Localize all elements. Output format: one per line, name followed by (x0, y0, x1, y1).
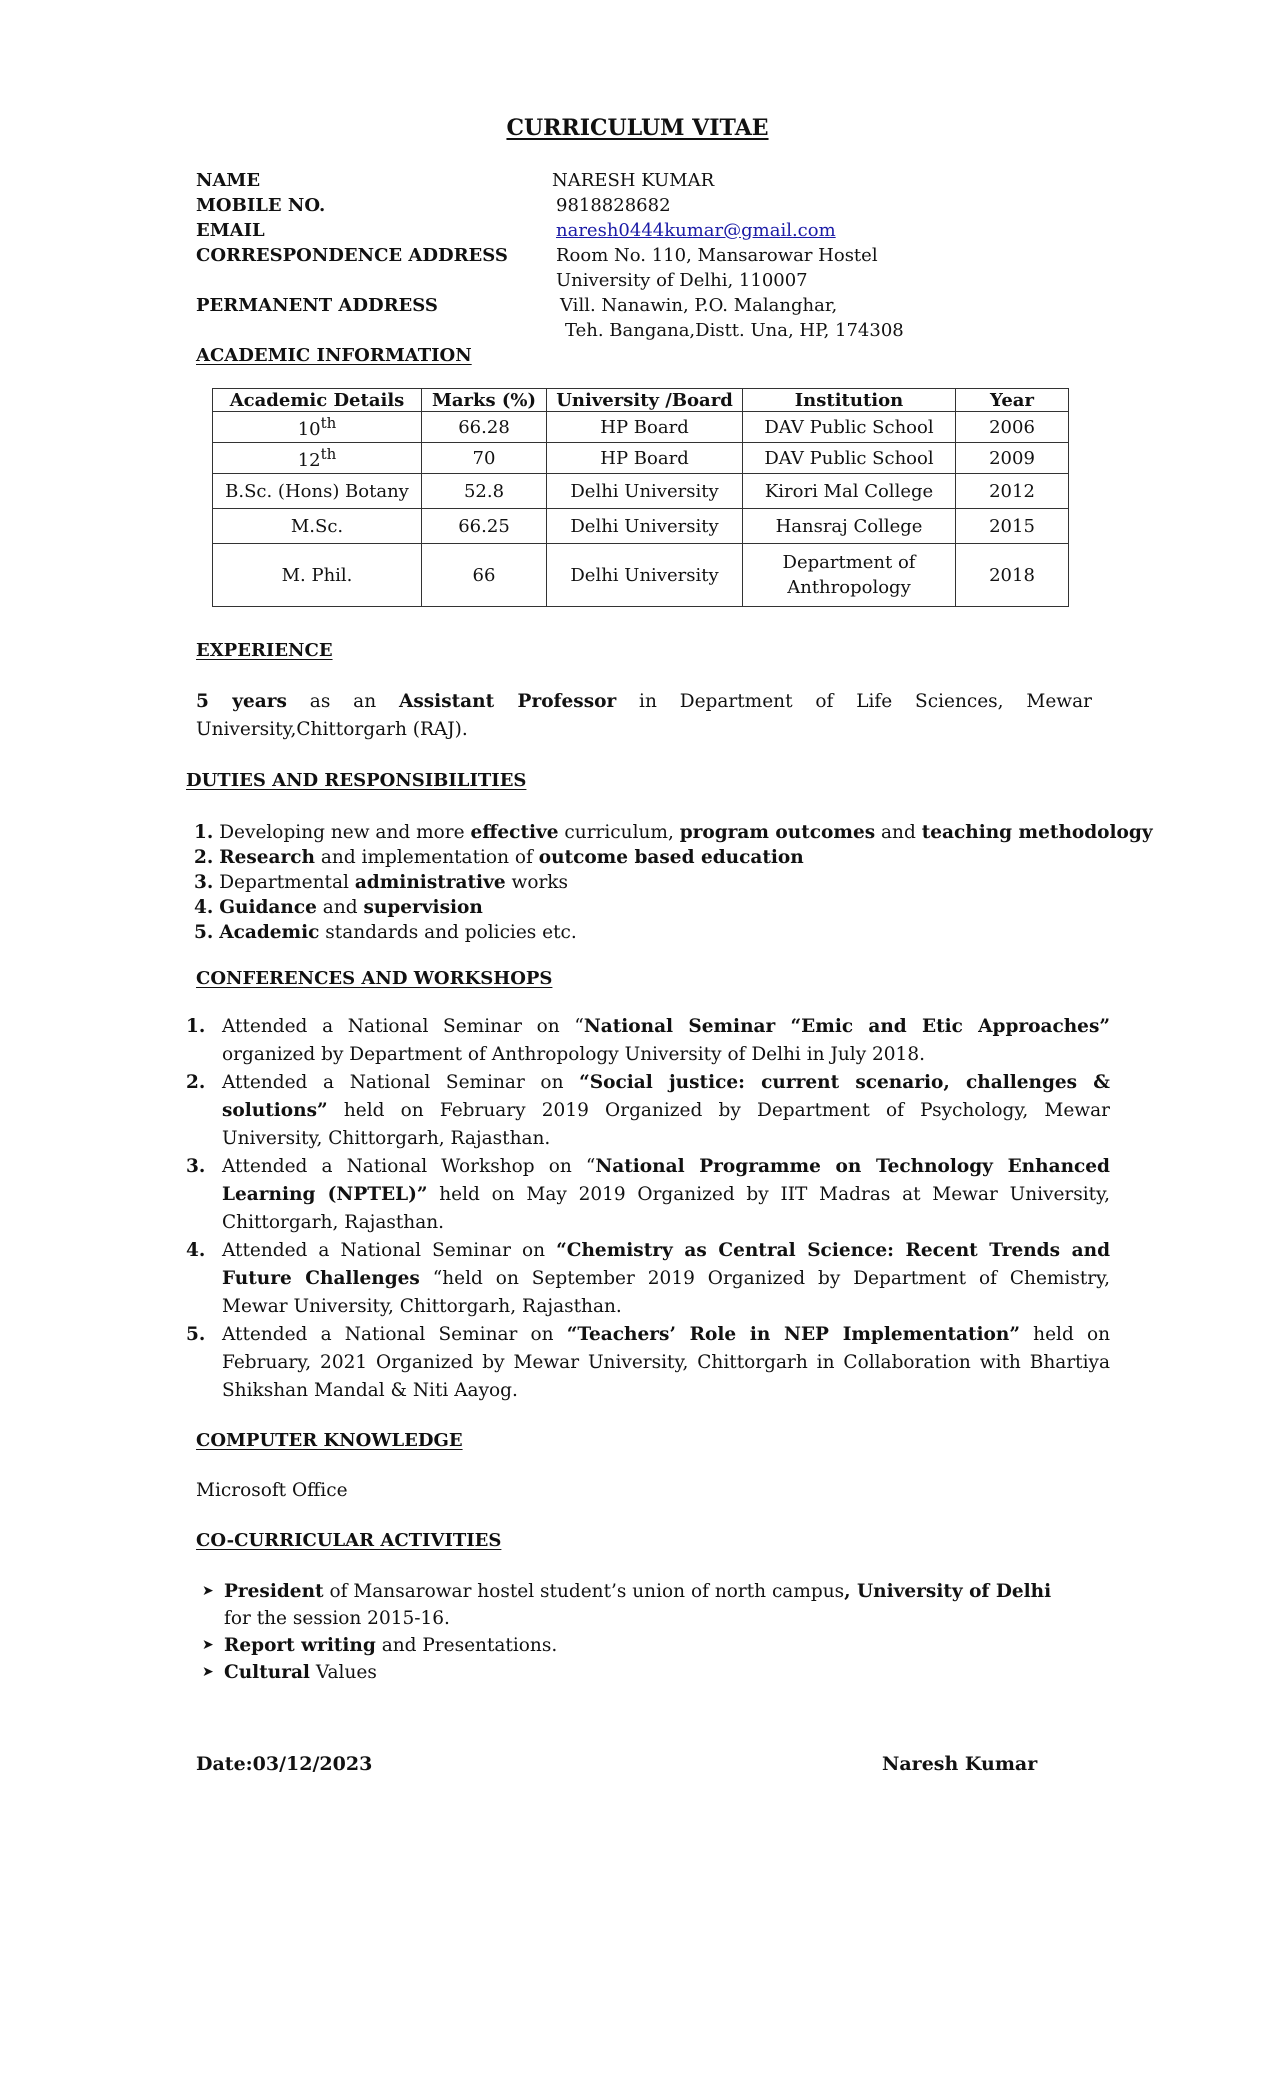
date: Date:03/12/2023 (196, 1753, 373, 1775)
experience-as-an: as an (286, 691, 399, 712)
year-cell: 2018 (956, 544, 1069, 607)
list-item (186, 1013, 1110, 1069)
experience-years: 5 years (196, 691, 287, 712)
arrow-bullet-icon: ➤ (202, 1664, 214, 1680)
conference-text: Attended a National Seminar on (222, 1240, 557, 1261)
signature-name: Naresh Kumar (882, 1753, 1038, 1775)
item-number: 5. (186, 1324, 206, 1345)
header-academic-details: Academic Details (213, 389, 422, 412)
item-number: 3. (186, 1156, 206, 1177)
duties-list (194, 820, 1153, 945)
duties-heading: DUTIES AND RESPONSIBILITIES (186, 770, 527, 791)
activity-text: and Presentations. (375, 1635, 558, 1656)
board-cell: HP Board (547, 412, 743, 443)
experience-role: Assistant Professor (398, 691, 617, 712)
board-cell: Delhi University (547, 544, 743, 607)
correspondence-address-label: CORRESPONDENCE ADDRESS (196, 245, 508, 266)
item-number: 4. (194, 897, 214, 918)
cocurricular-list (202, 1578, 1082, 1686)
list-item (194, 895, 1153, 920)
activity-text: of Mansarowar hostel student’s union of north campus (323, 1581, 845, 1602)
arrow-bullet-icon: ➤ (202, 1637, 214, 1653)
conference-title: National Seminar “Emic and Etic Approaches” (583, 1016, 1110, 1037)
duty-text: curriculum, (558, 822, 680, 843)
academic-detail-cell: M. Phil. (213, 544, 422, 607)
list-item (194, 920, 1153, 945)
experience-heading: EXPERIENCE (196, 640, 333, 661)
year-cell: 2015 (956, 509, 1069, 544)
academic-detail-sup: th (320, 445, 337, 463)
activity-text: for the session 2015-16. (224, 1608, 450, 1629)
conference-text: Attended a National Seminar on (222, 1324, 567, 1345)
duty-text: and implementation of (315, 847, 539, 868)
item-number: 4. (186, 1240, 206, 1261)
conference-title: National Programme on Technology Enhanced Learning (NPTEL)” (222, 1156, 1110, 1205)
permanent-address-line1: Vill. Nanawin, P.O. Malanghar, (560, 295, 838, 316)
board-cell: Delhi University (547, 474, 743, 509)
list-item (194, 870, 1153, 895)
conference-text: held on February 2019 Organized by Department of Psychology, Mewar University, Chittorgarh, Rajasthan. (222, 1100, 1110, 1149)
academic-table-header (213, 389, 1069, 412)
mobile-label: MOBILE NO. (196, 195, 326, 216)
name-value: NARESH KUMAR (552, 170, 715, 191)
duty-emphasis: administrative (354, 872, 506, 893)
correspondence-address-line2: University of Delhi, 110007 (556, 270, 808, 291)
year-cell: 2012 (956, 474, 1069, 509)
item-number: 5. (194, 922, 214, 943)
board-cell: Delhi University (547, 509, 743, 544)
header-year: Year (956, 389, 1069, 412)
duty-text: and (316, 897, 364, 918)
duty-text: Departmental (213, 872, 355, 893)
duty-emphasis: effective (470, 822, 559, 843)
academic-heading: ACADEMIC INFORMATION (196, 345, 472, 366)
list-item (202, 1578, 1082, 1632)
cocurricular-heading: CO-CURRICULAR ACTIVITIES (196, 1530, 502, 1551)
header-institution: Institution (743, 389, 956, 412)
table-row (213, 544, 1069, 607)
activity-emphasis: President (224, 1581, 324, 1602)
duty-text: Developing new and more (213, 822, 471, 843)
marks-cell: 66 (422, 544, 547, 607)
marks-cell: 52.8 (422, 474, 547, 509)
academic-detail: 10 (297, 419, 321, 440)
item-number: 1. (194, 822, 214, 843)
header-university-board: University /Board (547, 389, 743, 412)
conference-text: held on February, 2021 Organized by Mewar University, Chittorgarh in Collaboration with Bhartiya Shikshan Mandal & Niti Aayog. (222, 1324, 1111, 1401)
duty-text: and (875, 822, 922, 843)
duty-emphasis: program outcomes (679, 822, 876, 843)
duty-emphasis: Academic (219, 922, 320, 943)
list-item (194, 845, 1153, 870)
conference-text: Attended a National Seminar on “ (222, 1016, 584, 1037)
conference-text: Attended a National Workshop on “ (222, 1156, 596, 1177)
marks-cell: 70 (422, 443, 547, 474)
list-item (186, 1321, 1110, 1405)
academic-detail-sup: th (320, 414, 337, 432)
institution-cell: Kirori Mal College (743, 474, 956, 509)
computer-knowledge-text: Microsoft Office (196, 1480, 348, 1501)
conference-text: Attended a National Seminar on (222, 1072, 580, 1093)
duty-emphasis: teaching methodology (921, 822, 1153, 843)
permanent-address-label: PERMANENT ADDRESS (196, 295, 438, 316)
duty-emphasis: Research (219, 847, 315, 868)
institution-cell: Department of Anthropology (743, 544, 956, 607)
conference-title: “Chemistry as Central Science: Recent Trends and Future Challenges (222, 1240, 1111, 1289)
list-item (186, 1153, 1110, 1237)
item-number: 3. (194, 872, 214, 893)
conferences-heading: CONFERENCES AND WORKSHOPS (196, 968, 553, 989)
conference-text: held on May 2019 Organized by IIT Madras at Mewar University, Chittorgarh, Rajasthan. (222, 1184, 1110, 1233)
academic-detail: 12 (297, 450, 321, 471)
list-item (186, 1069, 1110, 1153)
marks-cell: 66.25 (422, 509, 547, 544)
email-label: EMAIL (196, 220, 265, 241)
item-number: 2. (186, 1072, 206, 1093)
institution-cell: DAV Public School (743, 412, 956, 443)
activity-text: Values (309, 1662, 377, 1683)
list-item (202, 1659, 1082, 1686)
activity-emphasis: Cultural (224, 1662, 310, 1683)
list-item (202, 1632, 1082, 1659)
duty-emphasis: Guidance (219, 897, 317, 918)
duty-text: works (505, 872, 569, 893)
item-number: 2. (194, 847, 214, 868)
item-number: 1. (186, 1016, 206, 1037)
institution-cell: Hansraj College (743, 509, 956, 544)
academic-detail-cell (213, 443, 422, 474)
page-title: CURRICULUM VITAE (506, 115, 769, 141)
duty-emphasis: outcome based education (538, 847, 804, 868)
marks-cell: 66.28 (422, 412, 547, 443)
conference-title: “Teachers’ Role in NEP Implementation” (566, 1324, 1020, 1345)
header-marks: Marks (%) (422, 389, 547, 412)
name-label: NAME (196, 170, 261, 191)
experience-text (196, 688, 1092, 744)
academic-table (212, 388, 1069, 607)
activity-emphasis: Report writing (224, 1635, 376, 1656)
board-cell: HP Board (547, 443, 743, 474)
table-row (213, 509, 1069, 544)
duty-emphasis: supervision (363, 897, 483, 918)
conference-text: “held on September 2019 Organized by Department of Chemistry, Mewar University, Chittorgarh, Rajasthan. (222, 1268, 1110, 1317)
conference-text: organized by Department of Anthropology University of Delhi in July 2018. (222, 1044, 925, 1065)
table-row (213, 443, 1069, 474)
conference-title: “Social justice: current scenario, challenges & solutions” (222, 1072, 1110, 1121)
table-row (213, 412, 1069, 443)
institution-cell: DAV Public School (743, 443, 956, 474)
year-cell: 2006 (956, 412, 1069, 443)
mobile-value: 9818828682 (556, 195, 671, 216)
experience-details: in Department of Life Sciences, Mewar University,Chittorgarh (RAJ). (196, 691, 1092, 740)
email-link[interactable]: naresh0444kumar@gmail.com (556, 220, 836, 241)
activity-emphasis: , University of Delhi (844, 1581, 1052, 1602)
list-item (194, 820, 1153, 845)
correspondence-address-line1: Room No. 110, Mansarowar Hostel (556, 245, 878, 266)
list-item (186, 1237, 1110, 1321)
duty-text: standards and policies etc. (319, 922, 577, 943)
permanent-address-line2: Teh. Bangana,Distt. Una, HP, 174308 (565, 320, 904, 341)
table-row (213, 474, 1069, 509)
year-cell: 2009 (956, 443, 1069, 474)
arrow-bullet-icon: ➤ (202, 1583, 214, 1599)
academic-detail-cell: B.Sc. (Hons) Botany (213, 474, 422, 509)
computer-knowledge-heading: COMPUTER KNOWLEDGE (196, 1430, 463, 1451)
academic-detail-cell: M.Sc. (213, 509, 422, 544)
conferences-list (186, 1013, 1110, 1405)
academic-detail-cell (213, 412, 422, 443)
